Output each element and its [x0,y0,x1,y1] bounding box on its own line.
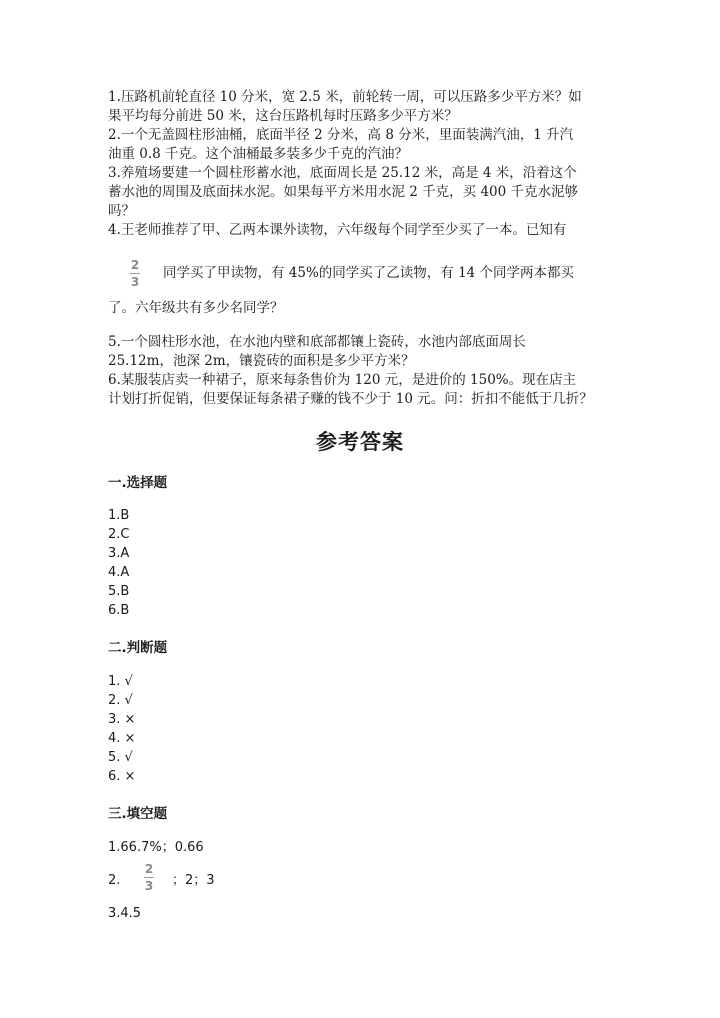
fill-answer-2-prefix: 2. [108,873,121,888]
fraction-bar [144,877,154,878]
section-heading-judge: 二.判断题 [108,640,168,656]
fraction-numerator: 2 [130,258,140,272]
choice-answer-1: 1.B [108,508,130,523]
section-heading-fill: 三.填空题 [108,806,168,822]
judge-answer-3: 3. × [108,712,136,727]
question-2-line-1: 2.一个无盖圆柱形油桶，底面半径 2 分米，高 8 分米，里面装满汽油，1 升汽 [108,127,574,143]
judge-answer-5: 5. √ [108,750,133,765]
question-3-line-3: 吗？ [108,203,135,219]
question-6-line-1: 6.某服装店卖一种裙子，原来每条售价为 120 元，是进价的 150%。现在店主 [108,372,577,388]
judge-answer-4: 4. × [108,731,136,746]
fill-answer-2-suffix: ；2；3 [172,873,215,888]
choice-answer-5: 5.B [108,584,130,599]
question-2-line-2: 油重 0.8 千克。这个油桶最多装多少千克的汽油？ [108,146,409,162]
judge-answer-2: 2. √ [108,693,133,708]
question-5-line-2: 25.12m，池深 2m，镶瓷砖的面积是多少平方米？ [108,353,415,369]
choice-answer-4: 4.A [108,565,130,580]
choice-answer-3: 3.A [108,546,130,561]
choice-answer-6: 6.B [108,603,130,618]
judge-answer-1: 1. √ [108,674,133,689]
question-4-line-2: 同学买了甲读物，有 45%的同学买了乙读物，有 14 个同学两本都买 [163,265,575,281]
fraction-bar [130,273,140,274]
answer-title: 参考答案 [316,429,404,454]
question-3-line-2: 蓄水池的周围及底面抹水泥。如果每平方米用水泥 2 千克，买 400 千克水泥够 [108,184,579,200]
question-6-line-2: 计划打折促销，但要保证每条裙子赚的钱不少于 10 元。问：折扣不能低于几折？ [108,391,593,407]
fill-answer-2-fraction [144,863,154,893]
question-1-line-1: 1.压路机前轮直径 10 分米，宽 2.5 米，前轮转一周，可以压路多少平方米？如 [108,89,582,105]
question-4-line-1: 4.王老师推荐了甲、乙两本课外读物，六年级每个同学至少买了一本。已知有 [108,222,567,238]
judge-answer-6: 6. × [108,769,136,784]
fraction-two-thirds [130,259,140,289]
question-3-line-1: 3.养殖场要建一个圆柱形蓄水池，底面周长是 25.12 米，高是 4 米，沿着这个 [108,165,577,181]
question-4-line-3: 了。六年级共有多少名同学？ [108,300,284,316]
fill-answer-3: 3.4.5 [108,906,142,921]
fill-answer-1: 1.66.7%；0.66 [108,840,204,855]
choice-answer-2: 2.C [108,527,130,542]
question-5-line-1: 5.一个圆柱形水池，在水池内壁和底部都镶上瓷砖，水池内部底面周长 [108,334,526,350]
fraction-denominator: 3 [144,879,154,893]
fraction-denominator: 3 [130,275,140,289]
question-1-line-2: 果平均每分前进 50 米，这台压路机每时压路多少平方米？ [108,108,458,124]
section-heading-choice: 一.选择题 [108,475,168,491]
fraction-numerator: 2 [144,862,154,876]
